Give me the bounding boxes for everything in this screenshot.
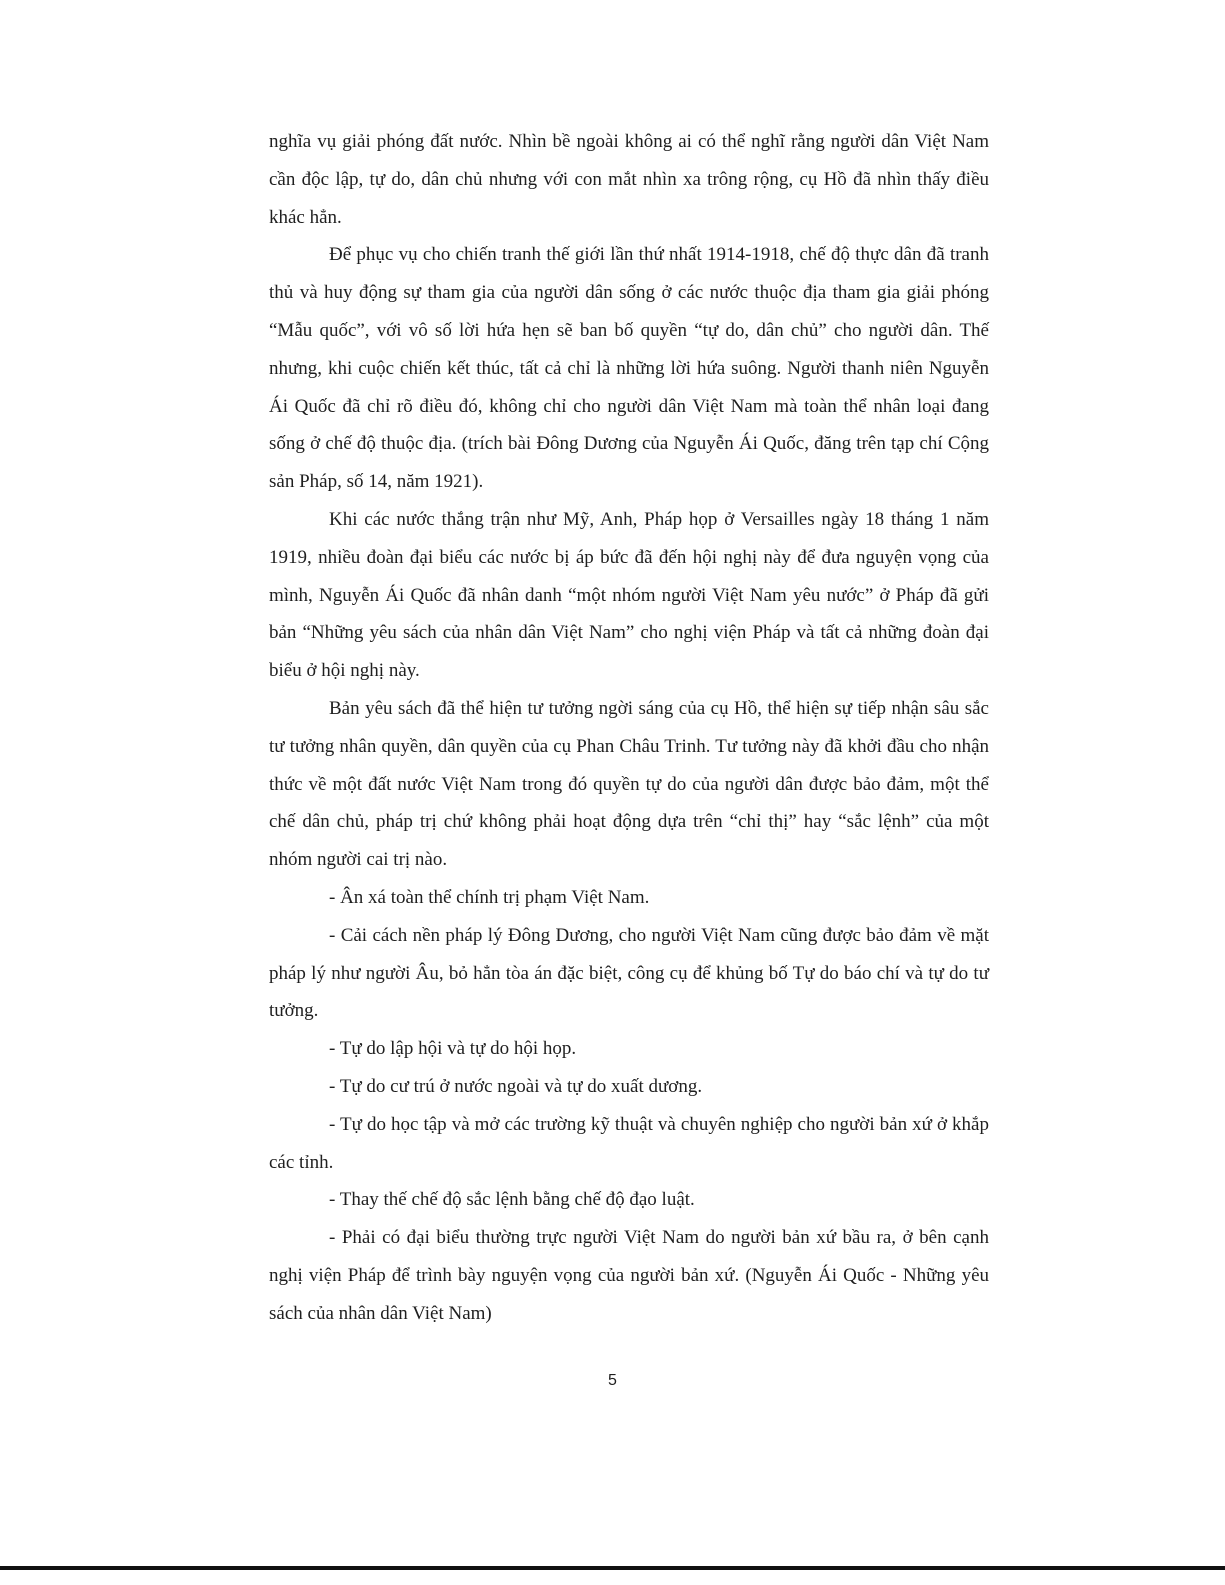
body-text <box>269 123 989 1333</box>
paragraph: Để phục vụ cho chiến tranh thế giới lần thứ nhất 1914-1918, chế độ thực dân đã tranh thủ và huy động sự tham gia của người dân sống ở các nước thuộc địa tham gia giải phóng “Mẫu quốc”, với vô số lời hứa hẹn sẽ ban bố quyền “tự do, dân chủ” cho người dân. Thế nhưng, khi cuộc chiến kết thúc, tất cả chỉ là những lời hứa suông. Người thanh niên Nguyễn Ái Quốc đã chỉ rõ điều đó, không chỉ cho người dân Việt Nam mà toàn thể nhân loại đang sống ở chế độ thuộc địa. (trích bài Đông Dương của Nguyễn Ái Quốc, đăng trên tạp chí Cộng sản Pháp, số 14, năm 1921). <box>269 244 989 493</box>
list-item: - Tự do cư trú ở nước ngoài và tự do xuất dương. <box>329 1075 703 1097</box>
list-item: - Tự do học tập và mở các trường kỹ thuật và chuyên nghiệp cho người bản xứ ở khắp các tỉnh. <box>269 1113 989 1173</box>
list-item: - Cải cách nền pháp lý Đông Dương, cho người Việt Nam cũng được bảo đảm về mặt pháp lý như người Âu, bỏ hẳn tòa án đặc biệt, công cụ để khủng bố Tự do báo chí và tự do tư tưởng. <box>269 924 989 1022</box>
paragraph: Bản yêu sách đã thể hiện tư tưởng ngời sáng của cụ Hồ, thể hiện sự tiếp nhận sâu sắc tư tưởng nhân quyền, dân quyền của cụ Phan Châu Trinh. Tư tưởng này đã khởi đầu cho nhận thức về một đất nước Việt Nam trong đó quyền tự do của người dân được bảo đảm, một thể chế dân chủ, pháp trị chứ không phải hoạt động dựa trên “chỉ thị” hay “sắc lệnh” của một nhóm người cai trị nào. <box>269 697 989 871</box>
list-item: - Thay thế chế độ sắc lệnh bằng chế độ đạo luật. <box>329 1189 695 1211</box>
bottom-border <box>0 1566 1225 1570</box>
list-item: - Phải có đại biểu thường trực người Việt Nam do người bản xứ bầu ra, ở bên cạnh nghị viện Pháp để trình bày nguyện vọng của người bản xứ. (Nguyễn Ái Quốc - Những yêu sách của nhân dân Việt Nam) <box>269 1227 989 1324</box>
page-number: 5 <box>608 1372 617 1389</box>
paragraph: Khi các nước thắng trận như Mỹ, Anh, Pháp họp ở Versailles ngày 18 tháng 1 năm 1919, nhiều đoàn đại biểu các nước bị áp bức đã đến hội nghị này để đưa nguyện vọng của mình, Nguyễn Ái Quốc đã nhân danh “một nhóm người Việt Nam yêu nước” ở Pháp đã gửi bản “Những yêu sách của nhân dân Việt Nam” cho nghị viện Pháp và tất cả những đoàn đại biểu ở hội nghị này. <box>269 508 989 682</box>
list-item: - Tự do lập hội và tự do hội họp. <box>329 1038 577 1060</box>
paragraph-continuation: nghĩa vụ giải phóng đất nước. Nhìn bề ngoài không ai có thể nghĩ rằng người dân Việt Nam cần độc lập, tự do, dân chủ nhưng với con mắt nhìn xa trông rộng, cụ Hồ đã nhìn thấy điều khác hẳn. <box>269 131 989 228</box>
list-item: - Ân xá toàn thể chính trị phạm Việt Nam. <box>329 886 650 908</box>
